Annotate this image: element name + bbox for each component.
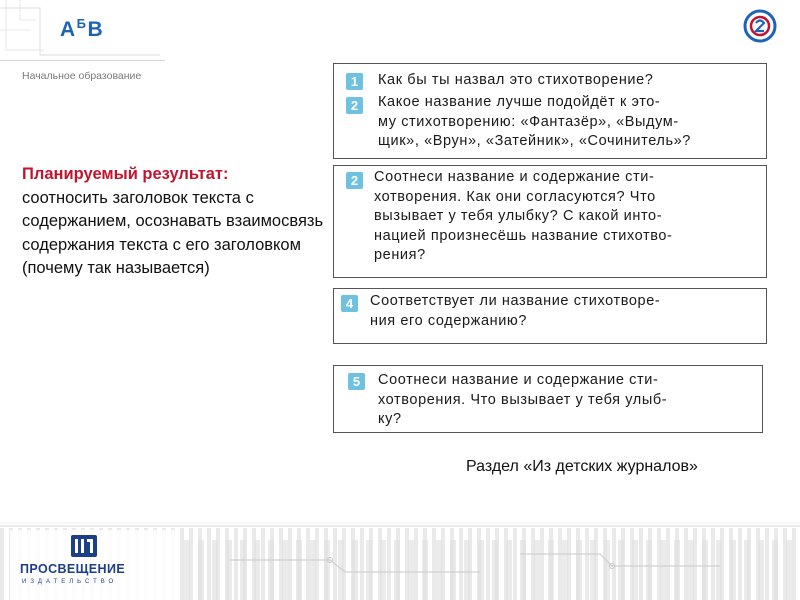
publisher-name: ПРОСВЕЩЕНИЕ xyxy=(20,562,126,576)
task-number-badge: 4 xyxy=(341,295,358,312)
subtitle: Начальное образование xyxy=(22,70,142,82)
planned-result xyxy=(22,163,327,281)
task-text: Соответствует ли название стихотворе- ния его содержанию? xyxy=(370,293,661,329)
task-box-1 xyxy=(333,63,767,159)
task-box-4 xyxy=(333,365,763,433)
publisher-subtitle: ИЗДАТЕЛЬСТВО xyxy=(22,579,118,585)
planned-result-text: соотносить заголовок текста с содержанием, осознавать взаимосвязь содержания текста с его заголовком (почему так называется) xyxy=(22,188,324,277)
planned-result-title: Планируемый результат: xyxy=(22,165,229,183)
task-box-2 xyxy=(333,165,767,278)
task-text: Соотнеси название и содержание сти- хотворения. Что вызывает у тебя улыб- ку? xyxy=(378,372,668,427)
header-divider xyxy=(0,60,165,61)
task-number-badge: 1 xyxy=(346,73,363,90)
publisher-round-logo-icon xyxy=(742,8,778,44)
task-number-badge: 2 xyxy=(346,97,363,114)
task-number-badge: 5 xyxy=(348,373,365,390)
task-text: Как бы ты назвал это стихотворение? xyxy=(378,72,654,88)
task-text: Соотнеси название и содержание сти- хотворения. Как они согласуются? Что вызывает у тебя улыбку? С какой инто- нацией произнесёшь название стихотво- рения? xyxy=(374,169,673,263)
task-box-3 xyxy=(333,288,767,344)
prosveshchenie-logo-icon xyxy=(70,534,98,558)
task-number-badge: 2 xyxy=(346,172,363,189)
section-label: Раздел «Из детских журналов» xyxy=(466,458,698,475)
footer-band xyxy=(0,520,800,600)
task-text: Какое название лучше подойдёт к это- му стихотворению: «Фантазёр», «Выдум- щик», «Врун», «Затейник», «Сочинитель»? xyxy=(378,94,691,149)
abv-logo: $А^БВ$ xyxy=(60,16,104,41)
